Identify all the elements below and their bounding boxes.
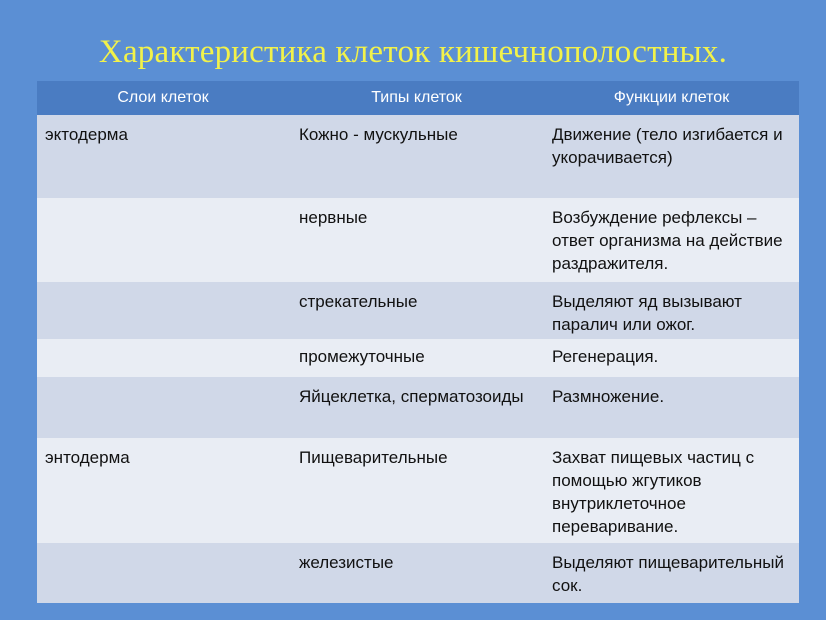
cell-type: стрекательные [299, 292, 418, 311]
table-row [37, 339, 799, 377]
cell-function: Размножение. [552, 387, 665, 406]
cell-type: Яйцеклетка, сперматозоиды [299, 387, 524, 406]
header-layers: Слои клеток [117, 89, 209, 106]
cell-layer: энтодерма [45, 448, 130, 467]
cell-function: Регенерация. [552, 347, 659, 366]
table-row [37, 198, 799, 282]
page-title: Характеристика клеток кишечнополостных. [98, 34, 728, 70]
cell-function: Возбуждение рефлексы – ответ организма на действие раздражителя. [552, 208, 783, 273]
cell-layer: эктодерма [45, 125, 128, 144]
cell-type: нервные [299, 208, 368, 227]
cell-function: Движение (тело изгибается и укорачивается) [552, 125, 783, 167]
header-functions: Функции клеток [613, 89, 730, 106]
table-row [37, 115, 799, 198]
header-types: Типы клеток [371, 89, 462, 106]
table-row [37, 438, 799, 543]
cell-type: Пищеварительные [299, 448, 448, 467]
cell-type: железистые [299, 553, 394, 572]
table-row [37, 543, 799, 603]
cell-function: Выделяют пищеварительный сок. [552, 553, 784, 595]
cells-table [37, 81, 799, 603]
table-header [37, 81, 799, 115]
table-row [37, 282, 799, 339]
table-row [37, 377, 799, 438]
cell-function: Выделяют яд вызывают паралич или ожог. [552, 292, 742, 334]
cell-function: Захват пищевых частиц с помощью жгутиков внутриклеточное переваривание. [552, 448, 755, 536]
cell-type: промежуточные [299, 347, 425, 366]
cell-type: Кожно - мускульные [299, 125, 458, 144]
